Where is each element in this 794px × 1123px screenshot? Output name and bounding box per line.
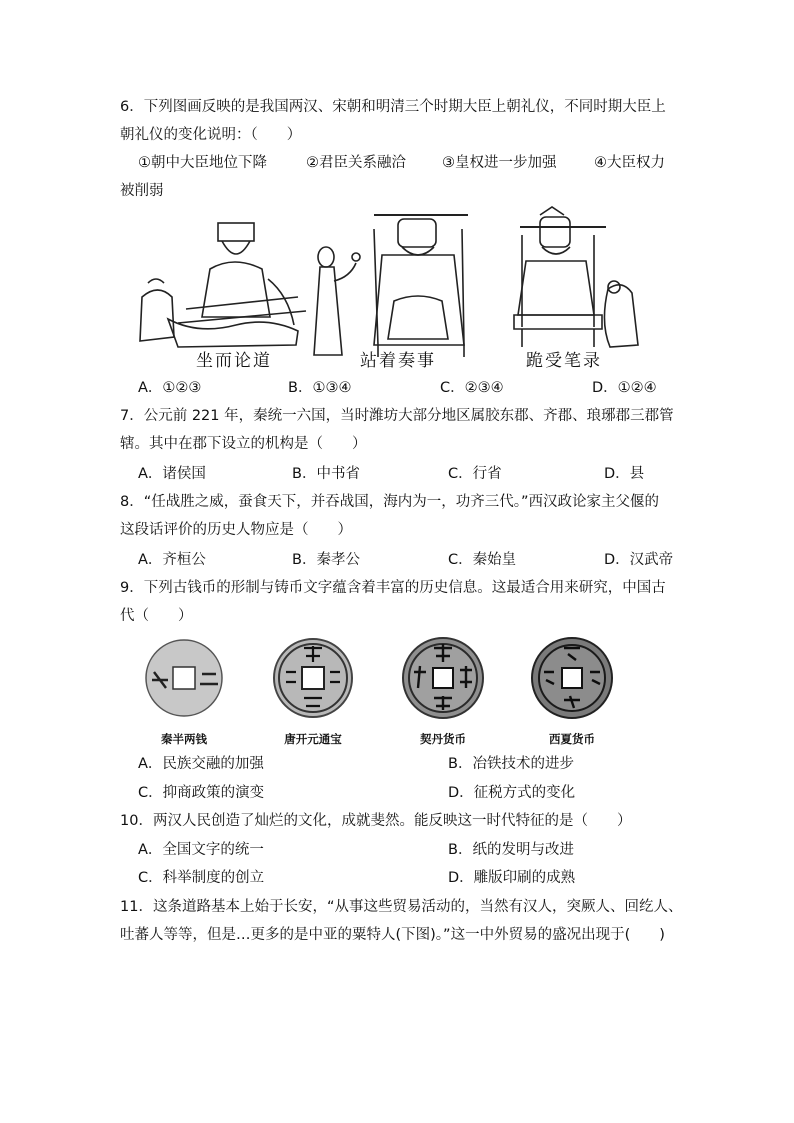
qin-banliang-coin-icon	[146, 640, 222, 716]
q6-statement-1: ①朝中大臣地位下降	[138, 155, 267, 171]
panel-kneeling-record	[514, 207, 638, 347]
q9-option-b: B．冶铁技术的进步	[448, 756, 574, 772]
caption-kneeling-record: 跪受笔录	[526, 351, 602, 371]
q7-option-c: C．行省	[448, 466, 502, 482]
q6-option-b: B．①③④	[288, 380, 352, 396]
q10-option-d: D．雕版印刷的成熟	[448, 870, 576, 886]
xixia-coin-icon	[532, 638, 612, 718]
q7-option-d: D．县	[604, 466, 645, 482]
q10-stem-line1: 10．两汉人民创造了灿烂的文化，成就斐然。能反映这一时代特征的是（ ）	[120, 813, 632, 829]
q7-option-a: A．诸侯国	[138, 466, 206, 482]
caption-seated-discussion: 坐而论道	[196, 351, 272, 371]
panel-seated-discussion	[140, 223, 306, 347]
q9-option-c: C．抑商政策的演变	[138, 785, 265, 801]
q6-statement-3: ③皇权进一步加强	[442, 155, 557, 171]
q7-option-b: B．中书省	[292, 466, 360, 482]
q6-option-d: D．①②④	[592, 380, 657, 396]
coin-caption-tang: 唐开元通宝	[284, 732, 342, 746]
q6-statement-4: ④大臣权力	[594, 155, 665, 171]
coin-caption-qin: 秦半两钱	[161, 732, 207, 746]
q6-stem-line2: 朝礼仪的变化说明：（ ）	[120, 127, 302, 143]
q9-stem-line1: 9．下列古钱币的形制与铸币文字蕴含着丰富的历史信息。这最适合用来研究，中国古	[120, 580, 666, 596]
q9-stem-line2: 代（ ）	[120, 608, 193, 624]
q6-stem-line3: 被削弱	[120, 183, 164, 199]
q6-option-a: A．①②③	[138, 380, 202, 396]
q8-stem-line1: 8．“任战胜之威，蚕食天下，并吞战国，海内为一，功齐三代。”西汉政论家主父偃的	[120, 494, 659, 510]
q6-option-c: C．②③④	[440, 380, 504, 396]
q7-stem-line1: 7．公元前 221 年，秦统一六国，当时潍坊大部分地区属胶东郡、齐郡、琅琊郡三郡管	[120, 408, 674, 424]
q6-stem-line1: 6．下列图画反映的是我国两汉、宋朝和明清三个时期大臣上朝礼仪，不同时期大臣上	[120, 99, 666, 115]
q7-stem-line2: 辖。其中在郡下设立的机构是（ ）	[120, 436, 367, 452]
caption-standing-report: 站着奏事	[360, 351, 436, 371]
q10-option-a: A．全国文字的统一	[138, 842, 264, 858]
q8-stem-line2: 这段话评价的历史人物应是（ ）	[120, 522, 352, 538]
q11-stem-line1: 11．这条道路基本上始于长安，“从事这些贸易活动的，当然有汉人，突厥人、回纥人、	[120, 899, 683, 915]
q8-option-b: B．秦孝公	[292, 552, 360, 568]
q8-option-d: D．汉武帝	[604, 552, 674, 568]
khitan-coin-icon	[403, 638, 483, 718]
coin-caption-khitan: 契丹货币	[420, 732, 466, 746]
q6-statement-2: ②君臣关系融洽	[306, 155, 406, 171]
kaiyuan-tongbao-coin-icon	[274, 639, 352, 717]
q11-stem-line2: 吐蕃人等等，但是…更多的是中亚的粟特人(下图)。”这一中外贸易的盛况出现于( )	[120, 927, 665, 943]
q8-option-c: C．秦始皇	[448, 552, 517, 568]
q8-option-a: A．齐桓公	[138, 552, 206, 568]
coin-caption-xixia: 西夏货币	[549, 732, 595, 746]
q10-option-b: B．纸的发明与改进	[448, 842, 574, 858]
coin-images	[140, 636, 620, 722]
q9-option-d: D．征税方式的变化	[448, 785, 576, 801]
q10-option-c: C．科举制度的创立	[138, 870, 265, 886]
panel-standing-report	[314, 215, 468, 357]
q9-option-a: A．民族交融的加强	[138, 756, 264, 772]
